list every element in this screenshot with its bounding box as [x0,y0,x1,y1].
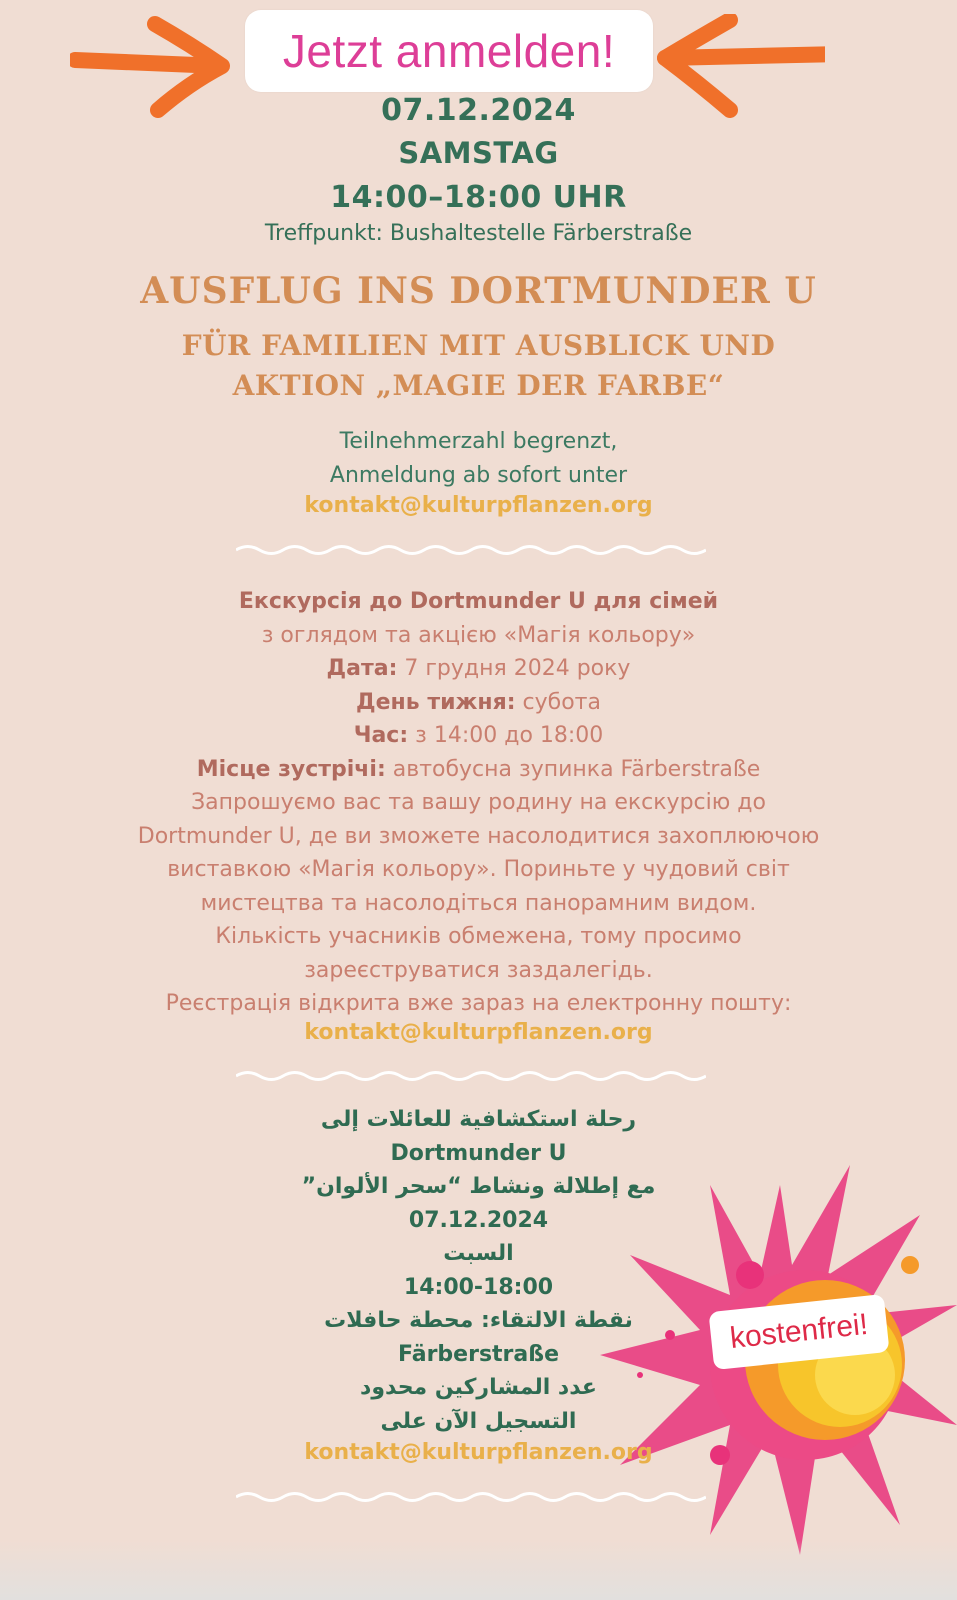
wave-divider [236,1069,706,1083]
event-title: AUSFLUG INS DORTMUNDER U [140,270,817,312]
ar-line: 07.12.2024 [408,1207,549,1233]
registration-note [0,425,957,493]
uk-body-line: Dortmunder U, де ви зможете насолодитися захоплюючою [137,823,820,849]
uk-weekday-value: субота [515,689,601,715]
uk-body-line: Реєстрація відкрита вже зараз на електронну пошту: [165,991,792,1016]
uk-time-value: з 14:00 до 18:00 [408,723,604,748]
event-date: 07.12.2024 [381,93,576,128]
registration-note-line-2: Anmeldung ab sofort unter [329,463,628,488]
wave-divider [236,543,706,557]
uk-subtitle: з оглядом та акцією «Магія кольору» [261,622,696,648]
registration-note-line-1: Teilnehmerzahl begrenzt, [339,429,618,454]
uk-body-line: Кількість учасників обмежена, тому просимо [215,924,742,949]
bottom-fade [0,1540,957,1600]
uk-weekday-row [0,686,957,720]
free-badge-label: kostenfrei! [728,1307,870,1356]
uk-date-label: Дата: [326,656,398,681]
email-link[interactable]: kontakt@kulturpflanzen.org [304,493,653,518]
ar-line: Dortmunder U [390,1140,567,1166]
uk-meet-label: Місце зустрічі: [196,756,386,782]
uk-weekday-label: День тижня: [356,689,516,715]
event-subtitle [0,326,957,406]
ar-line: عدد المشاركين محدود [360,1375,597,1400]
uk-title: Екскурсія до Dortmunder U для сімей [238,589,719,614]
ar-line: رحلة استكشافية للعائلات إلى [320,1107,637,1132]
uk-body-line: Запрошуємо вас та вашу родину на екскурсію до [191,790,766,815]
uk-meet-row [0,753,957,787]
ar-line: التسجيل الآن على [380,1408,577,1434]
signup-button[interactable] [245,10,653,92]
meeting-point: Treffpunkt: Bushaltestelle Färberstraße [264,221,693,246]
uk-body-line: зареєструватися заздалегідь. [304,957,653,983]
uk-time-row [0,719,957,753]
uk-date-value: 7 грудня 2024 року [397,656,631,681]
ukrainian-section [0,585,957,1021]
uk-body-line: виставкою «Магія кольору». Пориньте у чудовий світ [167,857,790,882]
arabic-section [0,1103,957,1438]
signup-label: Jetzt anmelden! [282,25,616,77]
uk-email-link[interactable]: kontakt@kulturpflanzen.org [304,1020,653,1045]
ar-line: مع إطلالة ونشاط “سحر الألوان” [301,1174,656,1199]
uk-time-label: Час: [353,723,409,748]
uk-body-line: мистецтва та насолодіться панорамним видом. [200,890,757,916]
ar-line: 14:00-18:00 [403,1274,554,1300]
event-weekday: SAMSTAG [398,136,559,170]
wave-divider [236,1490,706,1504]
uk-meet-value: автобусна зупинка Färberstraße [385,756,761,782]
ar-line: السبت [443,1241,514,1266]
ar-line: نقطة الالتقاء: محطة حافلات [324,1308,633,1333]
uk-date-row [0,652,957,686]
ar-line: Färberstraße [397,1341,559,1367]
ar-email-link[interactable]: kontakt@kulturpflanzen.org [304,1440,653,1465]
event-time: 14:00–18:00 UHR [330,180,627,215]
event-subtitle-line-1: FÜR FAMILIEN MIT AUSBLICK UND [181,329,776,362]
event-subtitle-line-2: AKTION „MAGIE DER FARBE“ [232,369,725,402]
